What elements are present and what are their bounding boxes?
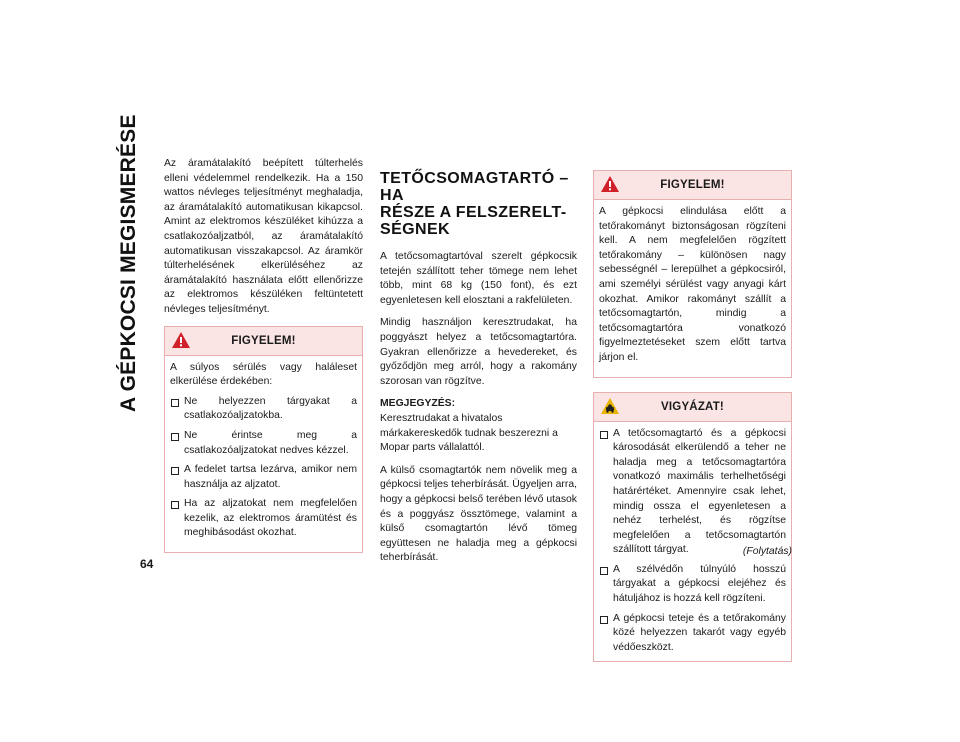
column-1	[164, 157, 363, 553]
warning-body	[165, 356, 362, 553]
warning-list	[170, 395, 357, 541]
section-heading: TETŐCSOMAGTARTÓ – HA RÉSZE A FELSZERELT- SÉGNEK	[380, 170, 569, 238]
warning-title: FIGYELEM!	[660, 179, 725, 191]
caution-box-header	[594, 393, 791, 422]
warning-box-header	[165, 327, 362, 356]
column-2	[380, 170, 577, 574]
list-item: A gépkocsi teteje és a tetőrakomány közé helyezzen takarót vagy egyéb védőeszközt.	[599, 612, 786, 656]
bullet-square-icon	[600, 616, 608, 624]
list-item: Ha az aljzatokat nem megfelelően kezelik, az elektromos áramütést és meghibásodást okozhat.	[170, 497, 357, 541]
bullet-square-icon	[600, 431, 608, 439]
bullet-square-icon	[600, 567, 608, 575]
caution-list	[599, 427, 786, 656]
caution-title: VIGYÁZAT!	[661, 400, 724, 413]
warning-box-header	[594, 171, 791, 200]
note-paragraph	[380, 397, 577, 455]
list-item: Ne érintse meg a csatlakozóaljzatokat nedves kézzel.	[170, 429, 357, 458]
continued-label: (Folytatás)	[742, 546, 792, 557]
crossbars-paragraph: Mindig használjon keresztrudakat, ha poggyászt helyez a tetőcsomagtartóra. Gyakran ellenőrizze a hevedereket, és győződjön meg arról, hogy a rakomány szorosan van rögzítve.	[380, 317, 577, 387]
list-item: A szélvédőn túlnyúló hosszú tárgyakat a gépkocsi elejéhez és hátuljához is hozzá kell rögzíteni.	[599, 563, 786, 607]
warning-body	[594, 200, 791, 377]
warning-box-roof	[593, 170, 792, 378]
warning-lead: A súlyos sérülés vagy haláleset elkerülése érdekében:	[170, 361, 357, 388]
list-item: A tetőcsomagtartó és a gépkocsi károsodását elkerülendő a teher ne haladja meg a tetőcsomagtartóra vonatkozó maximális terhelhetőségi határértéket. Amennyire csak lehet, mindig ossza el egyenletesen a nehéz terhelést, és rögzítse megfelelően a tetőcsomagtartón szállított tárgyat.	[599, 427, 786, 558]
column-3	[593, 170, 792, 662]
warning-box-socket	[164, 326, 363, 554]
caution-box	[593, 392, 792, 663]
caution-body	[594, 422, 791, 662]
bullet-square-icon	[171, 399, 179, 407]
warning-title: FIGYELEM!	[231, 334, 296, 347]
section-side-title: A GÉPKOCSI MEGISMERÉSE	[117, 114, 140, 412]
capacity-paragraph: A külső csomagtartók nem növelik meg a gépkocsi teljes teherbírását. Ügyeljen arra, hogy a gépkocsi belső terében lévő utasok és a poggyász össztömege, valamint a külső csomagtartón lévő tömeg együttesen ne haladja meg a gépkocsi teherbírását.	[380, 464, 577, 564]
note-label: MEGJEGYZÉS:	[380, 398, 456, 410]
bullet-square-icon	[171, 433, 179, 441]
intro-paragraph: Az áramátalakító beépített túlterhelés elleni védelemmel rendelkezik. Ha a 150 wattos névleges teljesítményt meghaladja, az áramátalakító automatikusan kikapcsol. Amint az elektromos készüléket kihúzza a csatlakozóaljzatból, az áramátalakító automatikusan visszakapcsol. Az áramkör túlterhelésének elkerüléséhez az áramátalakító használata előtt ellenőrizze az elektromos készüléken feltüntetett névleges teljesítményt.	[164, 158, 363, 315]
page-number: 64	[140, 557, 154, 571]
bullet-square-icon	[171, 467, 179, 475]
warning-text: A gépkocsi elindulása előtt a tetőrakományt biztonságosan rögzíteni kell. A nem megfelelően rögzített tetőrakomány – különösen nagy sebességnél – lerepülhet a gépkocsiról, ami személyi sérülést vagy anyagi kárt okozhat. Amikor rakományt szállít a tetőcsomagtartón, mindig a tetőcsomagtartóra vonatkozó figyelmeztetéseket szem előtt tartva járjon el.	[599, 206, 786, 363]
note-text: Keresztrudakat a hivatalos márkakereskedők tudnak beszerezni a Mopar parts vállalattól.	[380, 412, 558, 454]
bullet-square-icon	[171, 501, 179, 509]
roof-load-paragraph: A tetőcsomagtartóval szerelt gépkocsik tetején szállított teher tömege nem lehet több, mint 68 kg (150 font), és ezt egyenletesen kell elosztani a rakfelületen.	[380, 251, 577, 306]
list-item: A fedelet tartsa lezárva, amikor nem használja az aljzatot.	[170, 463, 357, 492]
list-item: Ne helyezzen tárgyakat a csatlakozóaljzatokba.	[170, 395, 357, 424]
